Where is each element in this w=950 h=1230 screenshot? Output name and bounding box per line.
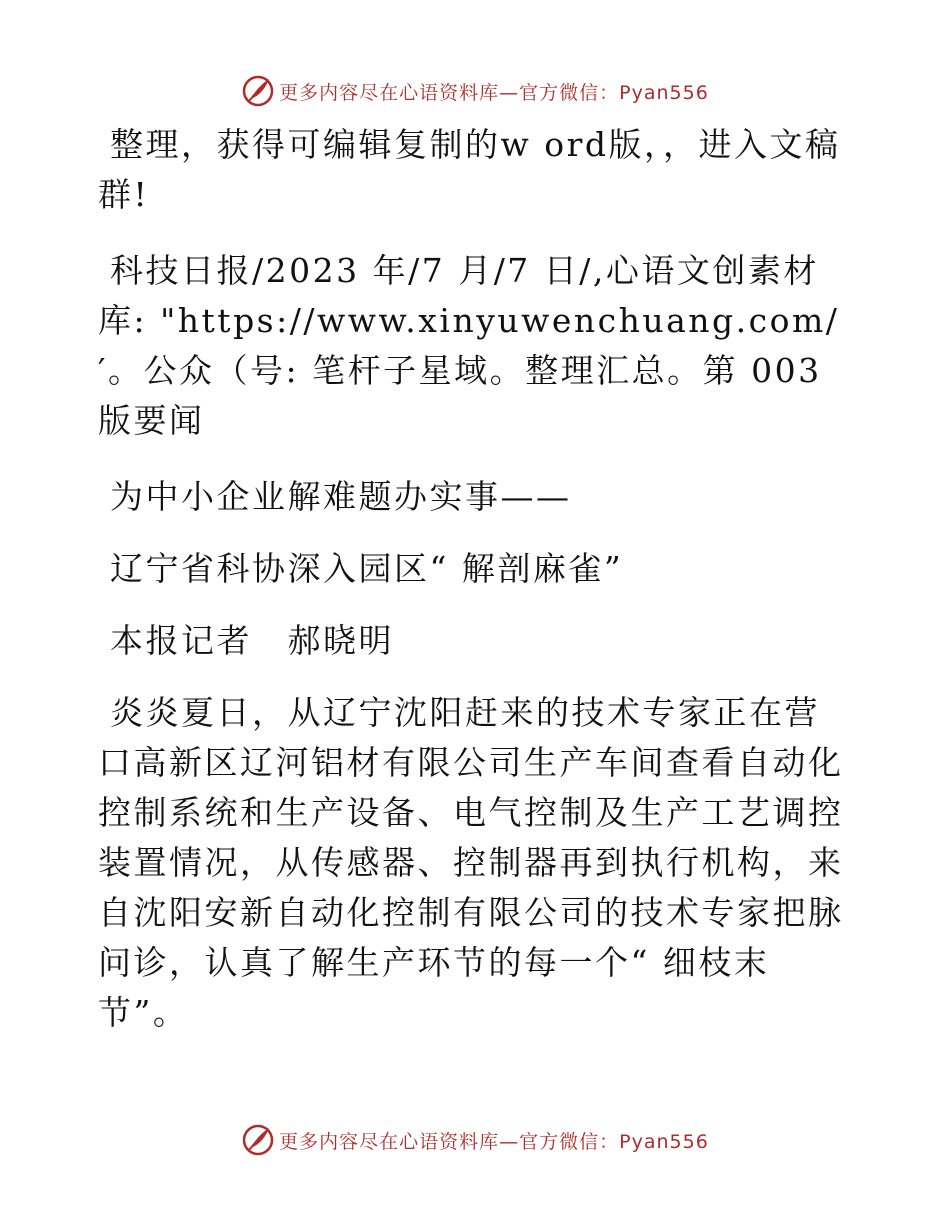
article-subheadline: 辽宁省科协深入园区“ 解剖麻雀” <box>110 549 624 588</box>
paragraph-source: 科技日报/2023 年/7 月/7 日/,心语文创素材库: "https://www.xinyuwenchuang.com/′。公众（号: 笔杆子星域。整理汇总。第 003 版要闻 <box>98 251 840 440</box>
banner-text: 更多内容尽在心语资料库—官方微信：Pyan556 <box>279 1130 709 1153</box>
article-byline: 本报记者 郝晓明 <box>110 621 394 660</box>
document-body <box>98 120 850 1064</box>
footer-banner <box>0 1120 950 1160</box>
paragraph-body: 炎炎夏日，从辽宁沈阳赶来的技术专家正在营口高新区辽河铝材有限公司生产车间查看自动化控制系统和生产设备、电气控制及生产工艺调控装置情况，从传感器、控制器再到执行机构，来自沈阳安新自动化控制有限公司的技术专家把脉问诊，认真了解生产环节的每一个“ 细枝末节”。 <box>98 693 844 1032</box>
feather-pen-circle-icon <box>241 1123 275 1157</box>
article-headline: 为中小企业解难题办实事—— <box>110 477 572 516</box>
feather-pen-circle-icon <box>241 74 275 108</box>
banner-text: 更多内容尽在心语资料库—官方微信：Pyan556 <box>279 81 709 104</box>
header-banner <box>0 71 950 111</box>
paragraph-intro: 整理，获得可编辑复制的w ord版，，进入文稿群! <box>98 125 841 214</box>
